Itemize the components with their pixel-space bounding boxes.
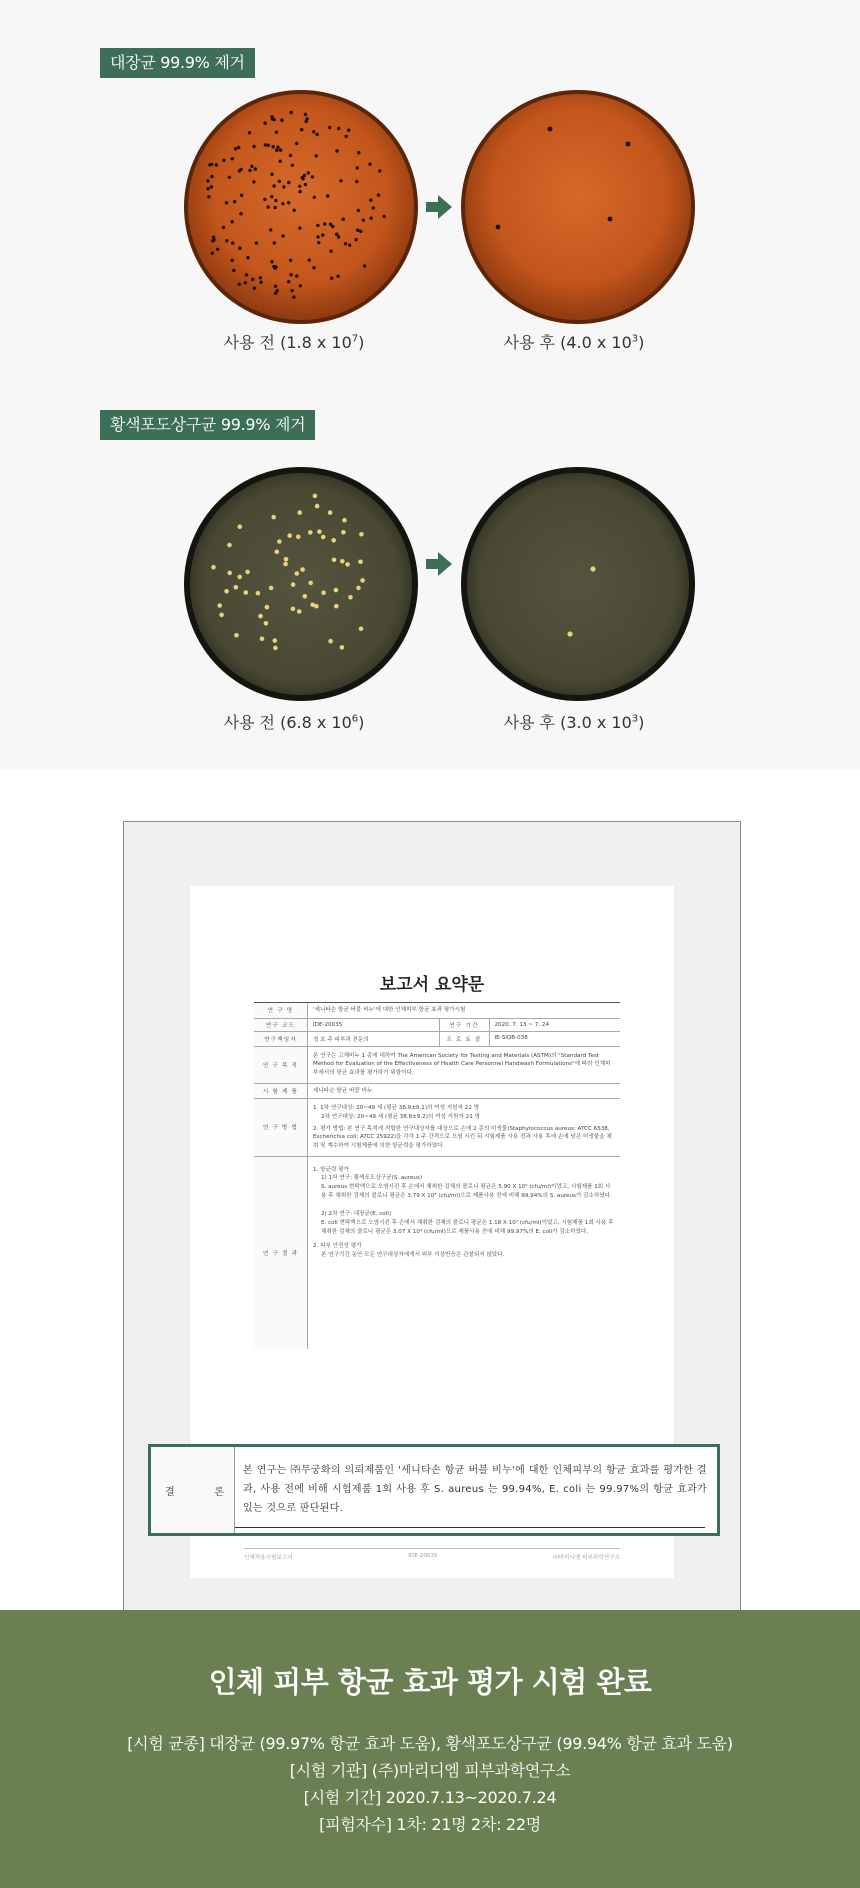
colony-dot xyxy=(280,119,283,122)
colony-dot xyxy=(263,122,266,125)
colony-dot xyxy=(282,185,285,188)
summary-line-period: [시험 기간] 2020.7.13~2020.7.24 xyxy=(303,1788,557,1807)
arrow-right-icon xyxy=(426,552,452,576)
colony-dot xyxy=(357,209,360,212)
colony-dot xyxy=(370,217,373,220)
colony-dot xyxy=(208,163,211,166)
colony-dot xyxy=(246,256,249,259)
ecoli-before-caption: 사용 전 (1.8 x $10^7$) xyxy=(223,333,365,352)
colony-dot xyxy=(281,202,284,205)
colony-dot xyxy=(217,603,222,608)
colony-dot xyxy=(278,180,281,183)
table-row: 연 구 결 과 1. 항균력 평가 1) 1차 연구: 황색포도상구균(S. aureus) S. aureus 현탁액으로 오염시킨 후 손에서 채취한 검체의 콜로니 평균은 5.90 X 10⁶ (cfu/ml)이었고, 시험제품 1회 사용 후 채취한 검체의 콜로니 평균은 3.79 X 10³ (cfu/ml)으로 제품사용 전에 비해 99.94%의 S. aureus가 감소하였다. 2) 2차 연구: 대장균(E. coli) E. coli 현탁액으로 오염시킨 후 손에서 채취한 검체의 콜로니 평균은 1.18 X 10⁷ (cfu/ml)이었고, 시험제품 1회 사용 후 채취한 검체의 콜로니 평균은 3.07 X 10³ (cfu/ml)으로 제품사용 전에 비해 99.97%의 E. coli가 감소하였다. 2. 피부 안전성 평가 본 연구기간 동안 모든 연구대상자에게서 피부 이상반응은 관찰되지 않았다. xyxy=(254,1157,620,1349)
colony-dot xyxy=(300,128,303,131)
report-title: 보고서 요약문 xyxy=(379,975,485,995)
summary-title: 인체 피부 항균 효과 평가 시험 완료 xyxy=(208,1665,652,1699)
colony-dot xyxy=(271,515,276,520)
colony-dot xyxy=(270,260,273,263)
table-row: 연 구 방 법 1. 1차 연구대상: 20~49 세 (평균 38.9±9.1)의 여성 지원자 22 명 2차 연구대상: 20~49 세 (평균 38.8±9.2)의 여성 지원자 21 명 2. 평가 방법: 본 연구 목적에 적합한 연구대상자를 대상으로 손에 2 종의 미생물(Staphylococcus aureus; ATCC 6538, Escherichia coli; ATCC 25922)을 각각 1 주 간격으로 오염 시킨 뒤 시험제품 사용 전과 사용 후에 손에 남은 미생물을 채취 및 계수하여 시험제품에 의한 항균력을 평가하였다. xyxy=(254,1099,620,1156)
colony-dot xyxy=(307,171,310,174)
colony-dot xyxy=(250,165,253,168)
colony-dot xyxy=(279,160,282,163)
colony-dot xyxy=(239,212,242,215)
colony-dot xyxy=(315,154,318,157)
colony-dot xyxy=(347,129,350,132)
colony-dot xyxy=(328,126,331,129)
colony-dot xyxy=(341,530,346,535)
colony-dot xyxy=(211,565,216,570)
colony-dot xyxy=(316,235,319,238)
ecoli-dish-after xyxy=(460,89,696,325)
colony-dot xyxy=(303,594,308,599)
colony-dot xyxy=(312,266,315,269)
colony-dot xyxy=(337,235,340,238)
colony-dot xyxy=(291,607,296,612)
conclusion-underline xyxy=(235,1527,705,1528)
colony-dot xyxy=(293,209,296,212)
colony-dot xyxy=(224,589,229,594)
colony-dot xyxy=(356,586,361,591)
summary-details xyxy=(0,1730,860,1838)
colony-dot xyxy=(267,205,270,208)
colony-dot xyxy=(342,518,347,523)
colony-dot xyxy=(290,111,293,114)
colony-dot xyxy=(244,281,247,284)
colony-dot xyxy=(297,609,302,614)
colony-dot xyxy=(274,292,277,295)
colony-dot xyxy=(334,604,339,609)
colony-dot xyxy=(355,238,358,241)
colony-dot xyxy=(292,295,295,298)
colony-dot xyxy=(267,144,270,147)
colony-dot xyxy=(239,168,242,171)
colony-dot xyxy=(234,633,239,638)
colony-dot xyxy=(264,621,269,626)
colony-dot xyxy=(210,175,213,178)
report-table xyxy=(254,1002,620,1349)
colony-dot xyxy=(231,259,234,262)
colony-dot xyxy=(323,222,326,225)
colony-dot xyxy=(232,269,235,272)
colony-dot xyxy=(279,148,282,151)
colony-dot xyxy=(359,532,364,537)
colony-dot xyxy=(368,163,371,166)
colony-dot xyxy=(298,190,301,193)
colony-dot xyxy=(359,627,364,632)
staph-dish-after xyxy=(460,466,696,702)
colony-dot xyxy=(291,582,296,587)
colony-dot xyxy=(234,147,237,150)
colony-dot xyxy=(291,164,294,167)
colony-dot xyxy=(363,264,366,267)
colony-dot xyxy=(248,169,251,172)
colony-dot xyxy=(274,285,277,288)
colony-dot xyxy=(245,570,250,575)
colony-dot xyxy=(311,175,314,178)
colony-dot xyxy=(245,273,248,276)
colony-dot xyxy=(259,281,262,284)
colony-dot xyxy=(269,586,274,591)
colony-dot xyxy=(212,236,215,239)
colony-dot xyxy=(216,248,219,251)
colony-dot xyxy=(295,142,298,145)
colony-dot xyxy=(362,219,365,222)
bacteria-test-section xyxy=(0,0,860,770)
colony-dot xyxy=(273,646,278,651)
colony-dot xyxy=(340,645,345,650)
staph-after-caption: 사용 후 (3.0 x $10^3$) xyxy=(503,713,645,732)
colony-dot xyxy=(255,241,258,244)
colony-dot xyxy=(299,284,302,287)
ecoli-dish-before xyxy=(183,89,419,325)
table-row: 시 험 제 품 세니타손 항균 버블 비누 xyxy=(254,1084,620,1100)
colony-dot xyxy=(222,226,225,229)
colony-dot xyxy=(328,510,333,515)
colony-dot xyxy=(296,535,301,540)
conclusion-box xyxy=(148,1444,720,1536)
colony-dot xyxy=(256,591,261,596)
staph-tag: 황색포도상구균 99.9% 제거 xyxy=(100,410,315,440)
colony-dot xyxy=(328,639,333,644)
colony-dot xyxy=(359,230,362,233)
colony-dot xyxy=(313,196,316,199)
table-row: 연 구 목 적 본 연구는 고체비누 1 종에 대하여 The American Society for Testing and Materials (ASTM)의 "Standard Test Method for Evaluation of the Effectiveness of Health Care Personnel Handwash Formulations"에 따라 인체피부에서의 항균 효과를 평가하기 위함이다. xyxy=(254,1047,620,1084)
colony-dot xyxy=(225,239,228,242)
colony-dot xyxy=(358,560,363,565)
colony-dot xyxy=(360,578,365,583)
colony-dot xyxy=(314,604,319,609)
arrow-right-icon xyxy=(426,195,452,219)
colony-dot xyxy=(240,194,243,197)
report-footer: 인체적용시험보고서 IDE-20035 ㈜마리디엠 피부과학연구소 xyxy=(244,1548,620,1561)
colony-dot xyxy=(315,504,320,509)
colony-dot xyxy=(345,562,350,567)
colony-dot xyxy=(295,274,298,277)
colony-dot xyxy=(289,273,292,276)
colony-dot xyxy=(317,241,320,244)
colony-dot xyxy=(304,113,307,116)
ecoli-after-caption: 사용 후 (4.0 x $10^3$) xyxy=(503,333,645,352)
colony-dot xyxy=(289,259,292,262)
ecoli-tag: 대장균 99.9% 제거 xyxy=(100,48,255,78)
colony-dot xyxy=(348,595,353,600)
conclusion-label: 결 론 xyxy=(151,1447,235,1533)
colony-dot xyxy=(276,146,279,149)
colony-dot xyxy=(210,185,213,188)
colony-dot xyxy=(321,535,326,540)
colony-dot xyxy=(330,277,333,280)
colony-dot xyxy=(336,275,339,278)
colony-dot xyxy=(263,198,266,201)
table-row: 연 구 명 '세니타손 항균 버블 비누'에 대한 인체피부 항균 효과 평가시험 xyxy=(254,1002,620,1019)
colony-dot xyxy=(357,151,360,154)
colony-dot xyxy=(287,280,290,283)
colony-dot xyxy=(206,179,209,182)
colony-dot xyxy=(377,193,380,196)
colony-dot xyxy=(344,242,347,245)
colony-dot xyxy=(238,247,241,250)
colony-dot xyxy=(348,244,351,247)
summary-line-institution: [시험 기관] (주)마리디엠 피부과학연구소 xyxy=(289,1761,571,1780)
colony-dot xyxy=(274,206,277,209)
colony-dot xyxy=(334,588,339,593)
colony-dot xyxy=(275,149,278,152)
colony-dot xyxy=(275,550,280,555)
colony-dot xyxy=(342,218,345,221)
colony-dot xyxy=(274,265,277,268)
colony-dot xyxy=(356,166,359,169)
colony-dot xyxy=(273,241,276,244)
colony-dot xyxy=(329,223,332,226)
colony-dot xyxy=(258,614,263,619)
colony-dot xyxy=(222,159,225,162)
colony-dot xyxy=(369,199,372,202)
colony-dot xyxy=(272,145,275,148)
colony-dot xyxy=(231,241,234,244)
colony-dot xyxy=(308,258,311,261)
colony-dot xyxy=(274,199,277,202)
colony-dot xyxy=(378,169,381,172)
colony-dot xyxy=(207,195,210,198)
colony-dot xyxy=(331,538,336,543)
colony-dot xyxy=(227,543,232,548)
colony-dot xyxy=(304,183,307,186)
colony-dot xyxy=(206,187,209,190)
colony-dot xyxy=(265,605,270,610)
colony-dot xyxy=(337,127,340,130)
colony-dot xyxy=(275,131,278,134)
colony-dot xyxy=(277,539,282,544)
colony-dot xyxy=(316,224,319,227)
colony-dot xyxy=(321,233,324,236)
colony-dot xyxy=(248,131,251,134)
colony-dot xyxy=(332,558,337,563)
colony-dot xyxy=(372,206,375,209)
colony-dot xyxy=(253,287,256,290)
summary-band xyxy=(0,1610,860,1888)
colony-dot xyxy=(308,581,313,586)
colony-dot xyxy=(244,590,249,595)
colony-dot xyxy=(312,130,315,133)
table-row: 연구책임자 정 호 주 피부과 전문의 프 로 토 콜 IE-SIQB-038 xyxy=(254,1032,620,1047)
colony-dot xyxy=(355,180,358,183)
colony-dot xyxy=(260,637,265,642)
conclusion-text: 본 연구는 ㈜무궁화의 의뢰제품인 '세니타손 항균 버블 비누'에 대한 인체피부의 항균 효과를 평가한 결과, 사용 전에 비해 시험제품 1회 사용 후 S. aureus 는 99.94%, E. coli 는 99.97%의 항균 효과가 있는 것으로 판단된다. xyxy=(243,1465,707,1514)
colony-dot xyxy=(305,120,308,123)
colony-dot xyxy=(272,184,275,187)
colony-dot xyxy=(287,181,290,184)
colony-dot xyxy=(237,575,242,580)
colony-dot xyxy=(238,524,243,529)
summary-line-subjects: [피험자수] 1차: 21명 2차: 22명 xyxy=(319,1815,541,1834)
colony-dot xyxy=(211,252,214,255)
colony-dot xyxy=(252,145,255,148)
colony-dot xyxy=(303,174,306,177)
colony-dot xyxy=(298,185,301,188)
colony-dot xyxy=(231,157,234,160)
summary-line-strains: [시험 균종] 대장균 (99.97% 항균 효과 도움), 황색포도상구균 (99.94% 항균 효과 도움) xyxy=(127,1734,733,1753)
colony-dot xyxy=(340,559,345,564)
colony-dot xyxy=(231,220,234,223)
colony-dot xyxy=(335,149,338,152)
colony-dot xyxy=(219,613,224,618)
colony-dot xyxy=(313,494,318,499)
colony-dot xyxy=(251,278,254,281)
colony-dot xyxy=(287,533,292,538)
colony-dot xyxy=(283,562,288,567)
colony-dot xyxy=(270,173,273,176)
colony-dot xyxy=(321,590,326,595)
colony-dot xyxy=(295,571,300,576)
colony-dot xyxy=(356,229,359,232)
staph-before-caption: 사용 전 (6.8 x $10^6$) xyxy=(223,713,365,732)
colony-dot xyxy=(315,133,318,136)
colony-dot xyxy=(237,146,240,149)
colony-dot xyxy=(254,167,257,170)
staph-dish-before xyxy=(183,466,419,702)
colony-dot xyxy=(238,283,241,286)
colony-dot xyxy=(273,638,278,643)
colony-dot xyxy=(271,117,274,120)
colony-dot xyxy=(345,135,348,138)
colony-dot xyxy=(300,567,305,572)
colony-dot xyxy=(228,176,231,179)
colony-dot xyxy=(284,557,289,562)
colony-dot xyxy=(227,571,232,576)
colony-dot xyxy=(326,194,329,197)
colony-dot xyxy=(269,228,272,231)
colony-dot xyxy=(225,201,228,204)
colony-dot xyxy=(329,250,332,253)
colony-dot xyxy=(215,163,218,166)
colony-dot xyxy=(259,276,262,279)
colony-dot xyxy=(339,179,342,182)
colony-dot xyxy=(233,200,236,203)
colony-dot xyxy=(270,195,273,198)
table-row: 연구 코드 IDE-20035 연구 기간 2020. 7. 13 ~ 7. 24 xyxy=(254,1019,620,1032)
colony-dot xyxy=(252,180,255,183)
colony-dot xyxy=(281,234,284,237)
colony-dot xyxy=(290,289,293,292)
colony-dot xyxy=(289,154,292,157)
colony-dot xyxy=(308,530,313,535)
colony-dot xyxy=(382,215,385,218)
colony-dot xyxy=(234,585,239,590)
colony-dot xyxy=(297,510,302,515)
colony-dot xyxy=(317,529,322,534)
colony-dot xyxy=(298,226,301,229)
colony-dot xyxy=(287,201,290,204)
colony-dot xyxy=(335,233,338,236)
